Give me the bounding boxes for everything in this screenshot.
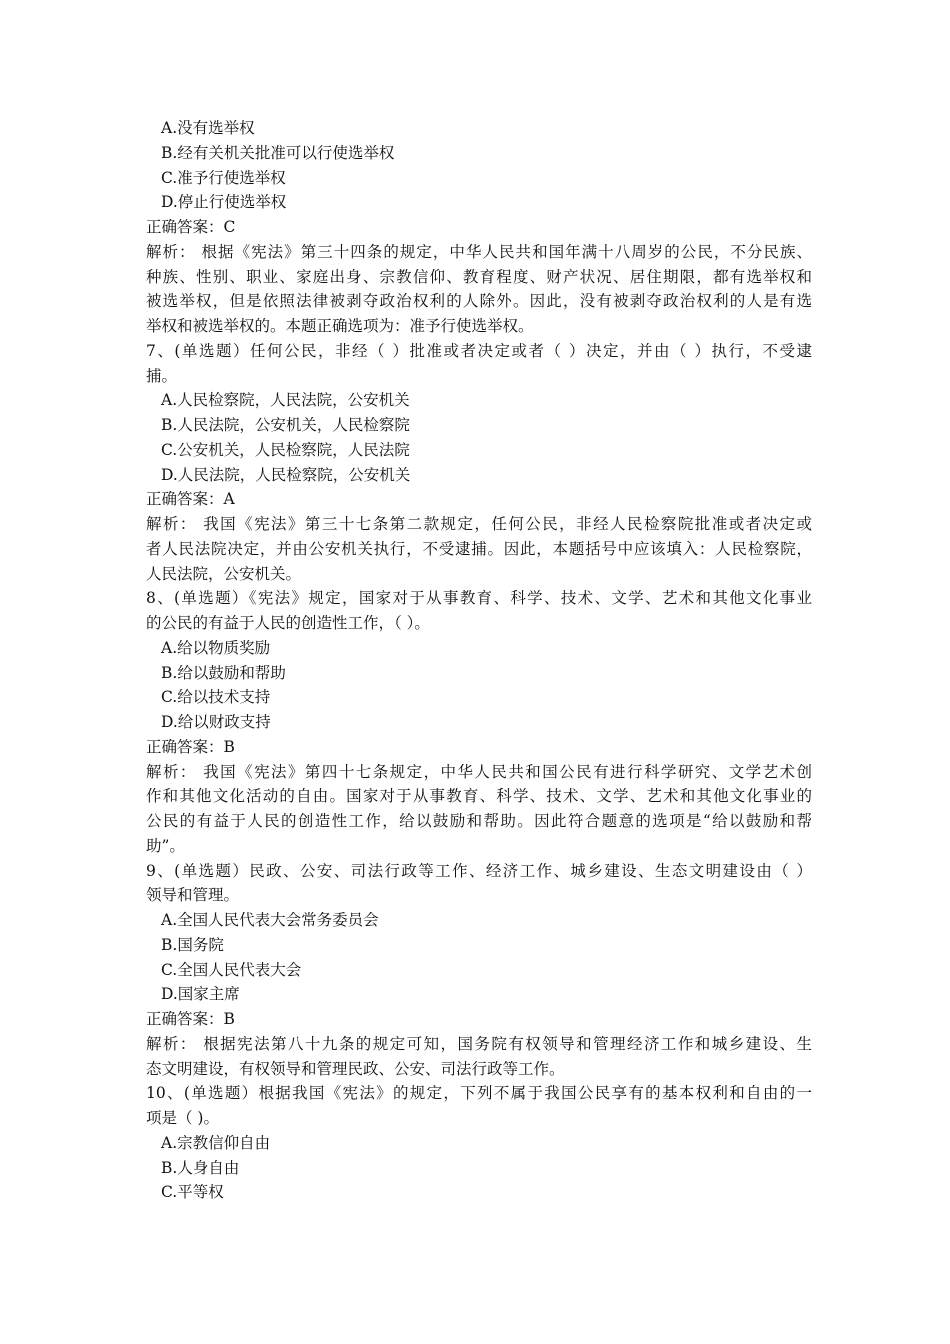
q8-answer: 正确答案：B bbox=[146, 737, 235, 756]
q6-option-a: A.没有选举权 bbox=[161, 119, 255, 137]
q10-question-line: 10、(单选题）根据我国《宪法》的规定，下列不属于我国公民享有的基本权利和自由的一 bbox=[146, 1084, 812, 1103]
q8-analysis-line: 公民的有益于人民的创造性工作，给以鼓励和帮助。因此符合题意的选项是“给以鼓励和帮 bbox=[146, 812, 812, 830]
q6-option-b: B.经有关机关批准可以行使选举权 bbox=[161, 143, 395, 162]
q9-option-c: C.全国人民代表大会 bbox=[161, 960, 302, 979]
q7-answer: 正确答案：A bbox=[146, 490, 235, 509]
q7-question-line: 7、(单选题）任何公民，非经（ ）批准或者决定或者（ ）决定，并由（ ）执行，不受逮 bbox=[146, 341, 812, 360]
q6-analysis-line: 种族、性别、职业、家庭出身、宗教信仰、教育程度、财产状况、居住期限，都有选举权和 bbox=[146, 267, 812, 286]
q8-option-b: B.给以鼓励和帮助 bbox=[161, 663, 286, 682]
q9-question-line: 领导和管理。 bbox=[146, 886, 240, 905]
q8-question-line: 的公民的有益于人民的创造性工作，（ ）。 bbox=[146, 614, 430, 632]
q7-analysis-line: 解析： 我国《宪法》第三十七条第二款规定，任何公民，非经人民检察院批准或者决定或 bbox=[146, 515, 812, 533]
q6-analysis-line: 解析： 根据《宪法》第三十四条的规定，中华人民共和国年满十八周岁的公民，不分民族、 bbox=[146, 242, 812, 261]
q9-analysis-line: 解析： 根据宪法第八十九条的规定可知，国务院有权领导和管理经济工作和城乡建设、生 bbox=[146, 1034, 812, 1053]
q7-option-c: C.公安机关，人民检察院，人民法院 bbox=[161, 440, 410, 459]
q10-option-a: A.宗教信仰自由 bbox=[161, 1133, 271, 1152]
q8-option-a: A.给以物质奖励 bbox=[161, 638, 271, 657]
q8-question-line: 8、(单选题）《宪法》规定，国家对于从事教育、科学、技术、文学、艺术和其他文化事业 bbox=[146, 589, 812, 608]
q9-analysis-line: 态文明建设，有权领导和管理民政、公安、司法行政等工作。 bbox=[146, 1059, 565, 1078]
q9-option-a: A.全国人民代表大会常务委员会 bbox=[161, 911, 379, 929]
q6-analysis-line: 被选举权，但是依照法律被剥夺政治权利的人除外。因此，没有被剥夺政治权利的人是有选 bbox=[146, 292, 812, 311]
q10-question-line: 项是（ )。 bbox=[146, 1109, 219, 1127]
q10-option-b: B.人身自由 bbox=[161, 1158, 240, 1177]
q10-option-c: C.平等权 bbox=[161, 1183, 224, 1202]
q6-option-d: D.停止行使选举权 bbox=[161, 193, 287, 212]
q8-analysis-line: 作和其他文化活动的自由。国家对于从事教育、科学、技术、文学、艺术和其他文化事业的 bbox=[146, 787, 812, 806]
q9-option-d: D.国家主席 bbox=[161, 985, 240, 1004]
q8-option-c: C.给以技术支持 bbox=[161, 688, 271, 707]
q6-answer: 正确答案：C bbox=[146, 218, 236, 236]
q7-option-a: A.人民检察院，人民法院，公安机关 bbox=[161, 391, 410, 410]
q9-question-line: 9、(单选题）民政、公安、司法行政等工作、经济工作、城乡建设、生态文明建设由（ ） bbox=[146, 861, 812, 880]
document-body bbox=[146, 116, 812, 1205]
q8-analysis-line: 解析： 我国《宪法》第四十七条规定，中华人民共和国公民有进行科学研究、文学艺术创 bbox=[146, 762, 812, 781]
q7-analysis-line: 者人民法院决定，并由公安机关执行，不受逮捕。因此，本题括号中应该填入：人民检察院， bbox=[146, 539, 812, 558]
q7-option-d: D.人民法院，人民检察院，公安机关 bbox=[161, 465, 411, 484]
q7-analysis-line: 人民法院，公安机关。 bbox=[146, 564, 302, 583]
q8-option-d: D.给以财政支持 bbox=[161, 713, 271, 731]
q7-question-line: 捕。 bbox=[146, 366, 178, 385]
q9-answer: 正确答案：B bbox=[146, 1010, 235, 1028]
q6-option-c: C.准予行使选举权 bbox=[161, 168, 286, 187]
q8-analysis-line: 助”。 bbox=[146, 836, 185, 855]
q7-option-b: B.人民法院，公安机关，人民检察院 bbox=[161, 416, 410, 434]
q9-option-b: B.国务院 bbox=[161, 935, 224, 954]
q6-analysis-line: 举权和被选举权的。本题正确选项为：准予行使选举权。 bbox=[146, 317, 534, 335]
